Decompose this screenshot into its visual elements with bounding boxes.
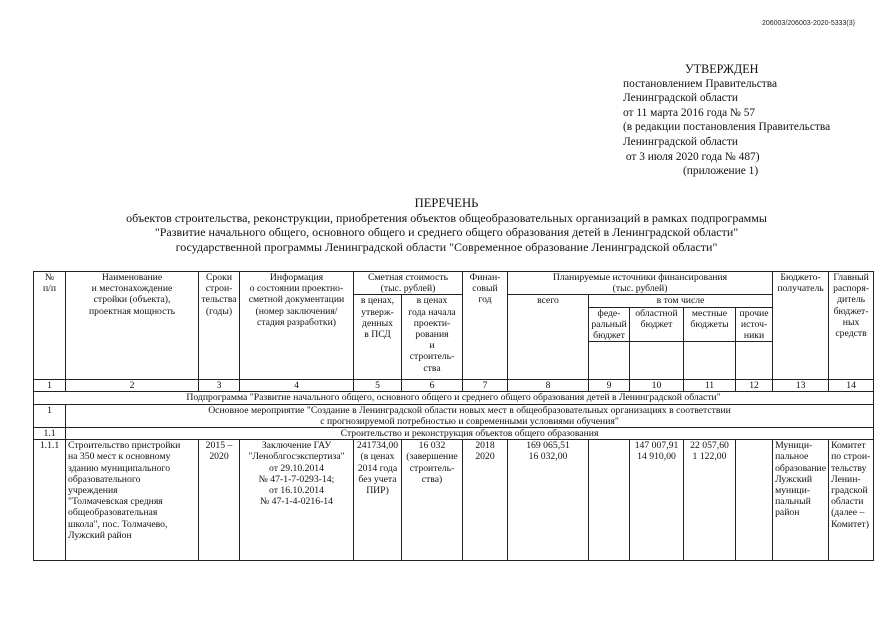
document-title	[0, 196, 893, 254]
section-title: Строительство и реконструкция объектов общего образования	[66, 428, 874, 440]
document-id: 206003/206003-2020-5333(3)	[761, 20, 855, 27]
section-row	[34, 428, 874, 440]
header-incl: в том числе	[589, 295, 773, 307]
column-number: 2	[66, 380, 199, 392]
column-number: 10	[630, 380, 684, 392]
measure-title: Основное мероприятие "Создание в Ленинградской области новых мест в общеобразовательных организациях в соответствии с прогнозируемой потребностью и современными условиями обучения"	[66, 404, 874, 427]
approval-line: постановлением Правительства	[623, 77, 778, 90]
header-sources: Планируемые источники финансирования (тыс. рублей)	[508, 272, 773, 295]
header-federal: феде- ральный бюджет	[589, 307, 630, 342]
approval-line: Ленинградской области	[623, 135, 738, 148]
row-est-psd: 241734,00 (в ценах 2014 года без учета ПИР)	[354, 440, 402, 561]
row-local: 22 057,60 1 122,00	[684, 440, 736, 561]
subprogram-title: Подпрограмма "Развитие начального общего, основного общего и среднего общего образования детей в Ленинградской области"	[34, 392, 874, 404]
column-number: 4	[240, 380, 354, 392]
column-number: 14	[829, 380, 874, 392]
row-est-start: 16 032 (завершение строитель- ства)	[402, 440, 463, 561]
header-est-start: в ценах года начала проекти- рования и строитель- ства	[402, 295, 463, 380]
measure-row	[34, 404, 874, 427]
row-federal	[589, 440, 630, 561]
approval-line: от 3 июля 2020 года № 487)	[623, 150, 760, 163]
row-num: 1.1.1	[34, 440, 66, 561]
header-name: Наименование и местонахождение стройки (объекта), проектная мощность	[66, 272, 199, 380]
row-regional: 147 007,91 14 910,00	[630, 440, 684, 561]
column-number: 9	[589, 380, 630, 392]
header-num: № п/п	[34, 272, 66, 380]
header-local: местные бюджеты	[684, 307, 736, 342]
subprogram-row	[34, 392, 874, 404]
column-number: 5	[354, 380, 402, 392]
row-total: 169 065,51 16 032,00	[508, 440, 589, 561]
title-line: государственной программы Ленинградской области "Современное образование Ленинградской области"	[175, 239, 718, 254]
row-object-name: Строительство пристройки на 350 мест к основному зданию муниципального образовательного учреждения "Толмачевская средняя общеобразовательная школа", пос. Толмачево, Лужский район	[66, 440, 199, 561]
approval-line: (приложение 1)	[683, 165, 759, 178]
header-manager: Главный распоря- дитель бюджет- ных средств	[829, 272, 874, 380]
approval-stamp	[621, 62, 830, 179]
column-number: 3	[199, 380, 240, 392]
row-manager: Комитет по строи- тельству Ленин- градской области (далее – Комитет)	[829, 440, 874, 561]
title-line: "Развитие начального общего, основного общего и среднего общего образования детей в Ленинградской области"	[154, 225, 739, 240]
table-row	[34, 440, 874, 561]
header-info: Информация о состоянии проектно- сметной документации (номер заключения/ стадия разработки)	[240, 272, 354, 380]
header-fin-year: Финан- совый год	[463, 272, 508, 380]
column-number: 1	[34, 380, 66, 392]
header-recipient: Бюджето- получатель	[773, 272, 829, 380]
header-regional: областной бюджет	[630, 307, 684, 342]
row-info: Заключение ГАУ "Леноблгосэкспертиза" от 29.10.2014 № 47-1-7-0293-14; от 16.10.2014 № 47-1-4-0216-14	[240, 440, 354, 561]
column-number: 7	[463, 380, 508, 392]
approval-heading: УТВЕРЖДЕН	[685, 62, 759, 76]
section-num: 1.1	[34, 428, 66, 440]
header-total: всего	[508, 295, 589, 380]
header-estimate: Сметная стоимость (тыс. рублей)	[354, 272, 463, 295]
row-terms: 2015 – 2020	[199, 440, 240, 561]
column-number: 12	[736, 380, 773, 392]
title-heading: ПЕРЕЧЕНЬ	[414, 196, 479, 210]
header-other: прочие источ- ники	[736, 307, 773, 342]
column-number: 8	[508, 380, 589, 392]
header-terms: Сроки строи- тельства (годы)	[199, 272, 240, 380]
column-number: 6	[402, 380, 463, 392]
header-est-psd: в ценах, утверж- денных в ПСД	[354, 295, 402, 380]
row-fin-year: 2018 2020	[463, 440, 508, 561]
title-line: объектов строительства, реконструкции, приобретения объектов общеобразовательных организаций в рамках подпрограммы	[126, 210, 767, 225]
column-number: 13	[773, 380, 829, 392]
column-number: 11	[684, 380, 736, 392]
row-other	[736, 440, 773, 561]
approval-line: Ленинградской области	[623, 92, 738, 105]
row-recipient: Муници- пальное образование Лужский муници- пальный район	[773, 440, 829, 561]
measure-num: 1	[34, 404, 66, 427]
objects-table	[33, 271, 874, 561]
column-numbers-row	[34, 380, 874, 392]
approval-line: (в редакции постановления Правительства	[623, 121, 831, 134]
header-row	[34, 272, 874, 295]
approval-line: от 11 марта 2016 года № 57	[623, 106, 756, 119]
